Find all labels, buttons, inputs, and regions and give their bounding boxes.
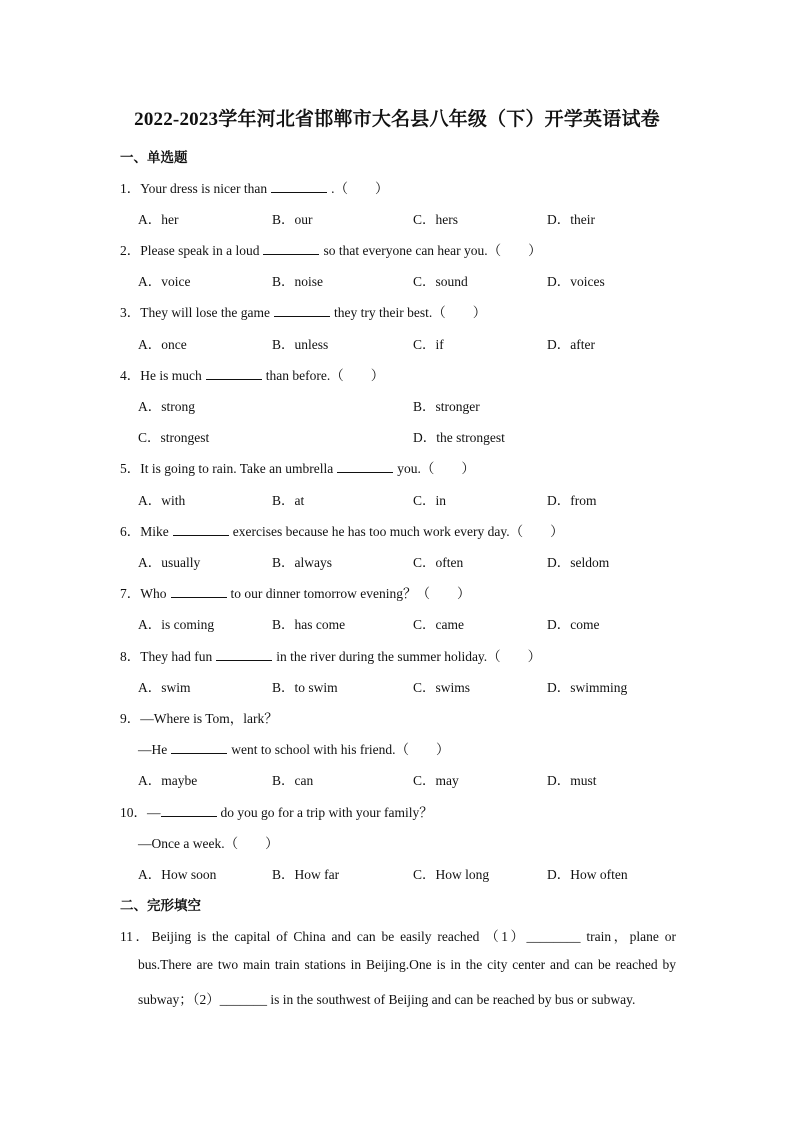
q2-option-a[interactable]: A．voice xyxy=(138,274,191,289)
answer-blank xyxy=(274,304,330,317)
question-6-stem: 6．Mike xyxy=(120,524,169,539)
q9-option-c[interactable]: C．may xyxy=(413,773,459,788)
question-9: 9．—Where is Tom，lark？ xyxy=(120,711,278,726)
q1-option-b[interactable]: B．our xyxy=(272,212,313,227)
q4-option-d[interactable]: D．the strongest xyxy=(413,430,505,445)
answer-blank xyxy=(173,523,229,536)
question-5 xyxy=(120,457,475,477)
q5-option-a[interactable]: A．with xyxy=(138,493,186,508)
q7-option-c[interactable]: C．came xyxy=(413,617,464,632)
q3-option-c[interactable]: C．if xyxy=(413,337,444,352)
q10-option-d[interactable]: D．How often xyxy=(547,867,628,882)
question-7 xyxy=(120,582,470,602)
q7-option-b[interactable]: B．has come xyxy=(272,617,346,632)
question-5-tail: you.（ ） xyxy=(397,461,475,476)
question-3-stem: 3．They will lose the game xyxy=(120,305,270,320)
cloze-passage-line-1: 11．Beijing is the capital of China and can be easily reached （1）________ train，plane or xyxy=(120,929,676,944)
q5-option-d[interactable]: D．from xyxy=(547,493,597,508)
question-6-tail: exercises because he has too much work every day.（ ） xyxy=(232,524,564,539)
question-7-tail: to our dinner tomorrow evening？（ ） xyxy=(230,586,471,601)
answer-blank xyxy=(337,460,393,473)
question-2-tail: so that everyone can hear you.（ ） xyxy=(323,243,542,258)
q1-option-a[interactable]: A．her xyxy=(138,212,179,227)
q4-option-a[interactable]: A．strong xyxy=(138,399,195,414)
question-1-stem: 1．Your dress is nicer than xyxy=(120,181,268,196)
question-3 xyxy=(120,301,486,321)
q3-option-d[interactable]: D．after xyxy=(547,337,595,352)
q2-option-d[interactable]: D．voices xyxy=(547,274,605,289)
question-10-stem: 10．— xyxy=(120,805,161,820)
question-8-tail: in the river during the summer holiday.（ ） xyxy=(276,649,542,664)
q5-option-b[interactable]: B．at xyxy=(272,493,305,508)
q7-option-a[interactable]: A．is coming xyxy=(138,617,215,632)
section-heading-single-choice: 一、单选题 xyxy=(120,150,188,165)
q1-option-c[interactable]: C．hers xyxy=(413,212,458,227)
answer-blank xyxy=(171,585,227,598)
q10-option-c[interactable]: C．How long xyxy=(413,867,490,882)
answer-blank xyxy=(263,242,319,255)
question-4-stem: 4．He is much xyxy=(120,368,202,383)
cloze-passage-line-2: bus.There are two main train stations in Beijing.One is in the city center and can be reached by xyxy=(138,957,676,972)
q10-option-a[interactable]: A．How soon xyxy=(138,867,217,882)
q6-option-d[interactable]: D．seldom xyxy=(547,555,610,570)
q10-option-b[interactable]: B．How far xyxy=(272,867,340,882)
question-10 xyxy=(120,801,433,821)
q8-option-b[interactable]: B．to swim xyxy=(272,680,338,695)
question-1-tail: .（ ） xyxy=(331,181,389,196)
q4-option-c[interactable]: C．strongest xyxy=(138,430,210,445)
q6-option-c[interactable]: C．often xyxy=(413,555,464,570)
question-1 xyxy=(120,177,389,197)
question-8-stem: 8．They had fun xyxy=(120,649,213,664)
q8-option-c[interactable]: C．swims xyxy=(413,680,471,695)
question-5-stem: 5．It is going to rain. Take an umbrella xyxy=(120,461,334,476)
q2-option-c[interactable]: C．sound xyxy=(413,274,468,289)
q1-option-d[interactable]: D．their xyxy=(547,212,595,227)
q9-option-a[interactable]: A．maybe xyxy=(138,773,198,788)
q6-option-b[interactable]: B．always xyxy=(272,555,332,570)
question-9-reply xyxy=(138,738,449,758)
question-9-reply-stem: —He xyxy=(138,742,168,757)
question-2 xyxy=(120,239,542,259)
q3-option-b[interactable]: B．unless xyxy=(272,337,329,352)
question-9-reply-tail: went to school with his friend.（ ） xyxy=(231,742,450,757)
cloze-passage-line-3: subway；（2）_______ is in the southwest of Beijing and can be reached by bus or subway. xyxy=(138,992,636,1007)
question-4 xyxy=(120,364,384,384)
question-10-reply: —Once a week.（ ） xyxy=(138,836,279,851)
page-title: 2022-2023学年河北省邯郸市大名县八年级（下）开学英语试卷 xyxy=(134,109,660,130)
question-10-tail: do you go for a trip with your family？ xyxy=(220,805,433,820)
question-7-stem: 7．Who xyxy=(120,586,167,601)
answer-blank xyxy=(216,648,272,661)
q9-option-b[interactable]: B．can xyxy=(272,773,314,788)
answer-blank xyxy=(206,367,262,380)
q9-option-d[interactable]: D．must xyxy=(547,773,597,788)
question-4-tail: than before.（ ） xyxy=(265,368,385,383)
q8-option-d[interactable]: D．swimming xyxy=(547,680,628,695)
question-6 xyxy=(120,520,564,540)
question-3-tail: they try their best.（ ） xyxy=(333,305,487,320)
q6-option-a[interactable]: A．usually xyxy=(138,555,201,570)
q4-option-b[interactable]: B．stronger xyxy=(413,399,480,414)
section-heading-cloze: 二、完形填空 xyxy=(120,898,201,913)
answer-blank xyxy=(271,180,327,193)
question-8 xyxy=(120,645,541,665)
q2-option-b[interactable]: B．noise xyxy=(272,274,324,289)
q3-option-a[interactable]: A．once xyxy=(138,337,187,352)
question-2-stem: 2．Please speak in a loud xyxy=(120,243,260,258)
q7-option-d[interactable]: D．come xyxy=(547,617,600,632)
answer-blank xyxy=(171,741,227,754)
answer-blank xyxy=(161,804,217,817)
q5-option-c[interactable]: C．in xyxy=(413,493,447,508)
q8-option-a[interactable]: A．swim xyxy=(138,680,191,695)
